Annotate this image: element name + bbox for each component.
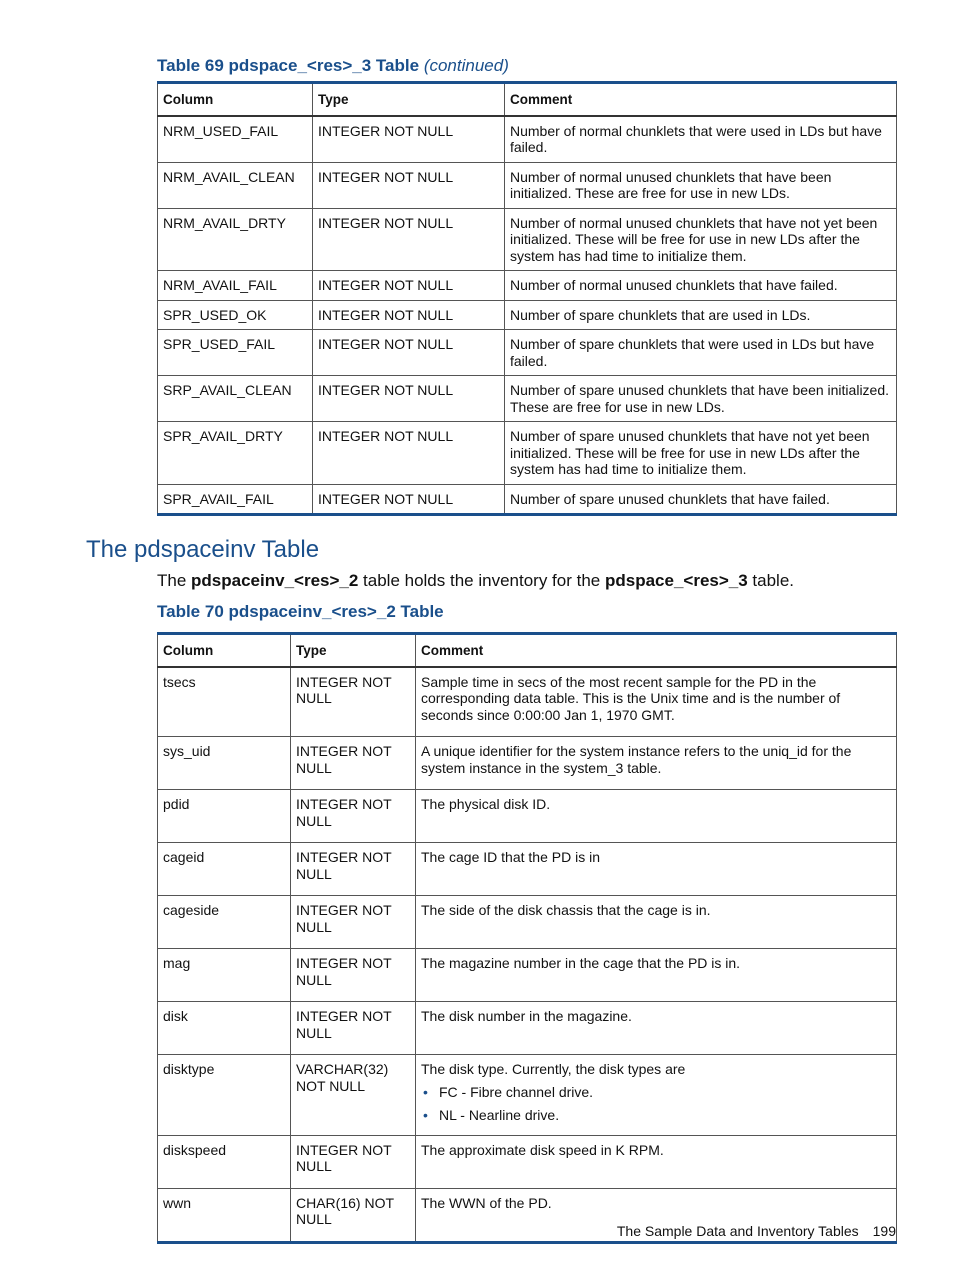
- table-row: [158, 376, 897, 422]
- table-row: [158, 422, 897, 485]
- table-row: [158, 737, 897, 790]
- cell-column: NRM_AVAIL_DRTY: [158, 208, 313, 271]
- cell-type: INTEGER NOT NULL: [313, 116, 505, 163]
- cell-comment: Number of normal unused chunklets that have failed.: [505, 271, 897, 301]
- cell-column: SPR_AVAIL_DRTY: [158, 422, 313, 485]
- list-item: • FC - Fibre channel drive.: [439, 1084, 891, 1101]
- cell-type: INTEGER NOT NULL: [313, 484, 505, 515]
- cell-type: CHAR(16) NOT NULL: [291, 1188, 416, 1242]
- cell-type: INTEGER NOT NULL: [313, 271, 505, 301]
- cell-column: SRP_AVAIL_CLEAN: [158, 376, 313, 422]
- table-row: [158, 208, 897, 271]
- cell-column: sys_uid: [158, 737, 291, 790]
- table-row: [158, 1135, 897, 1188]
- cell-comment: [416, 1055, 897, 1136]
- cell-type: INTEGER NOT NULL: [291, 843, 416, 896]
- cell-type: VARCHAR(32) NOT NULL: [291, 1055, 416, 1136]
- table-row: [158, 300, 897, 330]
- table-69-caption-continued: (continued): [423, 56, 509, 75]
- column-header: Comment: [416, 634, 897, 667]
- cell-column: wwn: [158, 1188, 291, 1242]
- cell-column: SPR_USED_FAIL: [158, 330, 313, 376]
- cell-column: disk: [158, 1002, 291, 1055]
- cell-type: INTEGER NOT NULL: [291, 790, 416, 843]
- cell-column: mag: [158, 949, 291, 1002]
- cell-column: SPR_AVAIL_FAIL: [158, 484, 313, 515]
- cell-column: NRM_USED_FAIL: [158, 116, 313, 163]
- table-row: [158, 667, 897, 737]
- cell-type: INTEGER NOT NULL: [291, 1002, 416, 1055]
- section-intro: [157, 571, 794, 591]
- intro-prefix: The: [157, 571, 192, 590]
- column-header: Type: [313, 83, 505, 116]
- cell-column: NRM_AVAIL_CLEAN: [158, 162, 313, 208]
- cell-type: INTEGER NOT NULL: [291, 667, 416, 737]
- intro-middle: table holds the inventory for the: [358, 571, 605, 590]
- cell-type: INTEGER NOT NULL: [313, 422, 505, 485]
- table-70-caption-main: Table 70 pdspaceinv_<res>_2 Table: [157, 602, 444, 621]
- cell-comment: Number of spare unused chunklets that have not yet been initialized. These will be free for use in new LDs after the system has had time to initialize them.: [505, 422, 897, 485]
- cell-comment: Number of normal unused chunklets that have been initialized. These are free for use in new LDs.: [505, 162, 897, 208]
- cell-type: INTEGER NOT NULL: [291, 737, 416, 790]
- cell-column: SPR_USED_OK: [158, 300, 313, 330]
- intro-table-name: pdspaceinv_<res>_2: [191, 571, 359, 590]
- cell-column: tsecs: [158, 667, 291, 737]
- cell-column: cageside: [158, 896, 291, 949]
- section-title: The pdspaceinv Table: [86, 536, 320, 563]
- table-70: [157, 632, 897, 1244]
- table-row: [158, 271, 897, 301]
- table-row: [158, 1002, 897, 1055]
- table-69-caption-main: Table 69 pdspace_<res>_3 Table: [157, 56, 420, 75]
- column-header: Comment: [505, 83, 897, 116]
- table-row: [158, 843, 897, 896]
- cell-type: INTEGER NOT NULL: [291, 896, 416, 949]
- intro-table-name: pdspace_<res>_3: [604, 571, 748, 590]
- cell-column: diskspeed: [158, 1135, 291, 1188]
- table-row: [158, 162, 897, 208]
- cell-comment: A unique identifier for the system instance refers to the uniq_id for the system instance in the system_3 table.: [416, 737, 897, 790]
- cell-type: INTEGER NOT NULL: [291, 1135, 416, 1188]
- table-row: [158, 116, 897, 163]
- cell-type: INTEGER NOT NULL: [313, 300, 505, 330]
- cell-type: INTEGER NOT NULL: [313, 162, 505, 208]
- table-row: [158, 330, 897, 376]
- cell-comment: The approximate disk speed in K RPM.: [416, 1135, 897, 1188]
- table-header-row: [158, 634, 897, 667]
- cell-comment: Number of spare chunklets that are used in LDs.: [505, 300, 897, 330]
- cell-comment: The physical disk ID.: [416, 790, 897, 843]
- column-header: Column: [158, 83, 313, 116]
- cell-comment: The WWN of the PD.: [416, 1188, 897, 1242]
- cell-comment: Number of spare chunklets that were used in LDs but have failed.: [505, 330, 897, 376]
- cell-column: pdid: [158, 790, 291, 843]
- cell-comment: Sample time in secs of the most recent sample for the PD in the corresponding data table. This is the Unix time and is the number of seconds since 0:00:00 Jan 1, 1970 GMT.: [416, 667, 897, 737]
- table-69-caption: [157, 56, 509, 76]
- footer-section-name: The Sample Data and Inventory Tables: [616, 1223, 859, 1239]
- cell-comment: The disk number in the magazine.: [416, 1002, 897, 1055]
- cell-type: INTEGER NOT NULL: [313, 330, 505, 376]
- cell-comment: Number of normal chunklets that were used in LDs but have failed.: [505, 116, 897, 163]
- cell-column: disktype: [158, 1055, 291, 1136]
- cell-type: INTEGER NOT NULL: [291, 949, 416, 1002]
- table-row: [158, 1055, 897, 1136]
- page-footer: [617, 1223, 896, 1239]
- table-header-row: [158, 83, 897, 116]
- table-row: [158, 484, 897, 515]
- intro-suffix: table.: [747, 571, 794, 590]
- cell-comment: The magazine number in the cage that the PD is in.: [416, 949, 897, 1002]
- table-row: [158, 790, 897, 843]
- cell-column: cageid: [158, 843, 291, 896]
- list-item: • NL - Nearline drive.: [439, 1107, 891, 1124]
- table-69: [157, 81, 897, 516]
- table-row: [158, 896, 897, 949]
- cell-comment: The cage ID that the PD is in: [416, 843, 897, 896]
- cell-type: INTEGER NOT NULL: [313, 208, 505, 271]
- cell-comment: Number of spare unused chunklets that have been initialized. These are free for use in new LDs.: [505, 376, 897, 422]
- page-number: 199: [872, 1223, 896, 1239]
- table-row: [158, 949, 897, 1002]
- disktype-bullet-list: [421, 1084, 891, 1124]
- column-header: Column: [158, 634, 291, 667]
- cell-comment: Number of normal unused chunklets that have not yet been initialized. These will be free for use in new LDs after the system has had time to initialize them.: [505, 208, 897, 271]
- cell-comment: Number of spare unused chunklets that have failed.: [505, 484, 897, 515]
- cell-column: NRM_AVAIL_FAIL: [158, 271, 313, 301]
- table-70-caption: [157, 602, 444, 622]
- cell-comment: The side of the disk chassis that the cage is in.: [416, 896, 897, 949]
- disktype-comment-text: The disk type. Currently, the disk types are: [421, 1061, 686, 1077]
- cell-type: INTEGER NOT NULL: [313, 376, 505, 422]
- column-header: Type: [291, 634, 416, 667]
